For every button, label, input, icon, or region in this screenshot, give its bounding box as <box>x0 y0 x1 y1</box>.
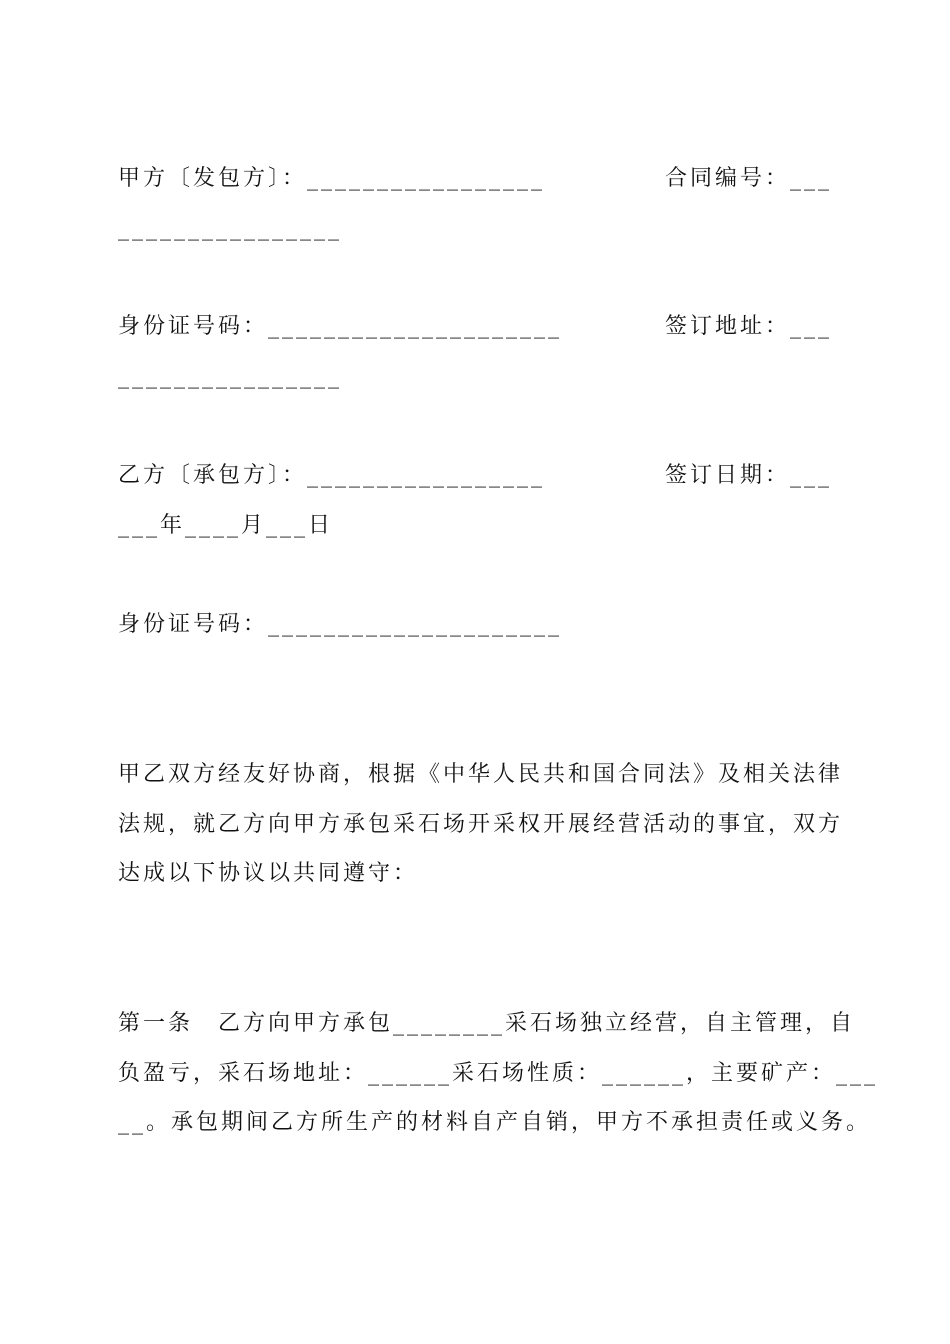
header-row-id-a <box>118 307 832 347</box>
contract-number-continuation <box>118 209 832 249</box>
signing-date-continuation <box>118 506 832 546</box>
signing-date-field: 签订日期：___ <box>664 463 832 488</box>
article-1-line: __。承包期间乙方所生产的材料自产自销，甲方不承担责任或义务。 <box>118 1110 872 1135</box>
preamble-line: 法规，就乙方向甲方承包采石场开采权开展经营活动的事宜，双方 <box>118 812 844 837</box>
signing-address-continuation <box>118 357 832 397</box>
header-row-id-b <box>118 605 832 645</box>
party-b-field: 乙方〔承包方〕：_________________ <box>118 463 546 488</box>
signing-address-blank: ________________ <box>118 364 342 389</box>
party-a-field: 甲方〔发包方〕：_________________ <box>118 166 546 191</box>
contract-number-blank: ________________ <box>118 216 342 241</box>
contract-number-field: 合同编号：___ <box>664 166 832 191</box>
header-row-party-b <box>118 456 832 496</box>
header-row-party-a <box>118 159 832 199</box>
signing-date-blank: ___年____月___日 <box>118 513 334 538</box>
article-1-line: 第一条 乙方向甲方承包________采石场独立经营，自主管理，自 <box>118 1011 856 1036</box>
preamble-line: 达成以下协议以共同遵守： <box>118 861 419 886</box>
preamble-line: 甲乙双方经友好协商，根据《中华人民共和国合同法》及相关法律 <box>118 762 844 787</box>
id-number-b-field: 身份证号码：_____________________ <box>118 612 563 637</box>
article-1-line: 负盈亏，采石场地址：______采石场性质：______，主要矿产：___ <box>118 1061 879 1086</box>
signing-address-field: 签订地址：___ <box>664 314 832 339</box>
id-number-a-field: 身份证号码：_____________________ <box>118 314 563 339</box>
